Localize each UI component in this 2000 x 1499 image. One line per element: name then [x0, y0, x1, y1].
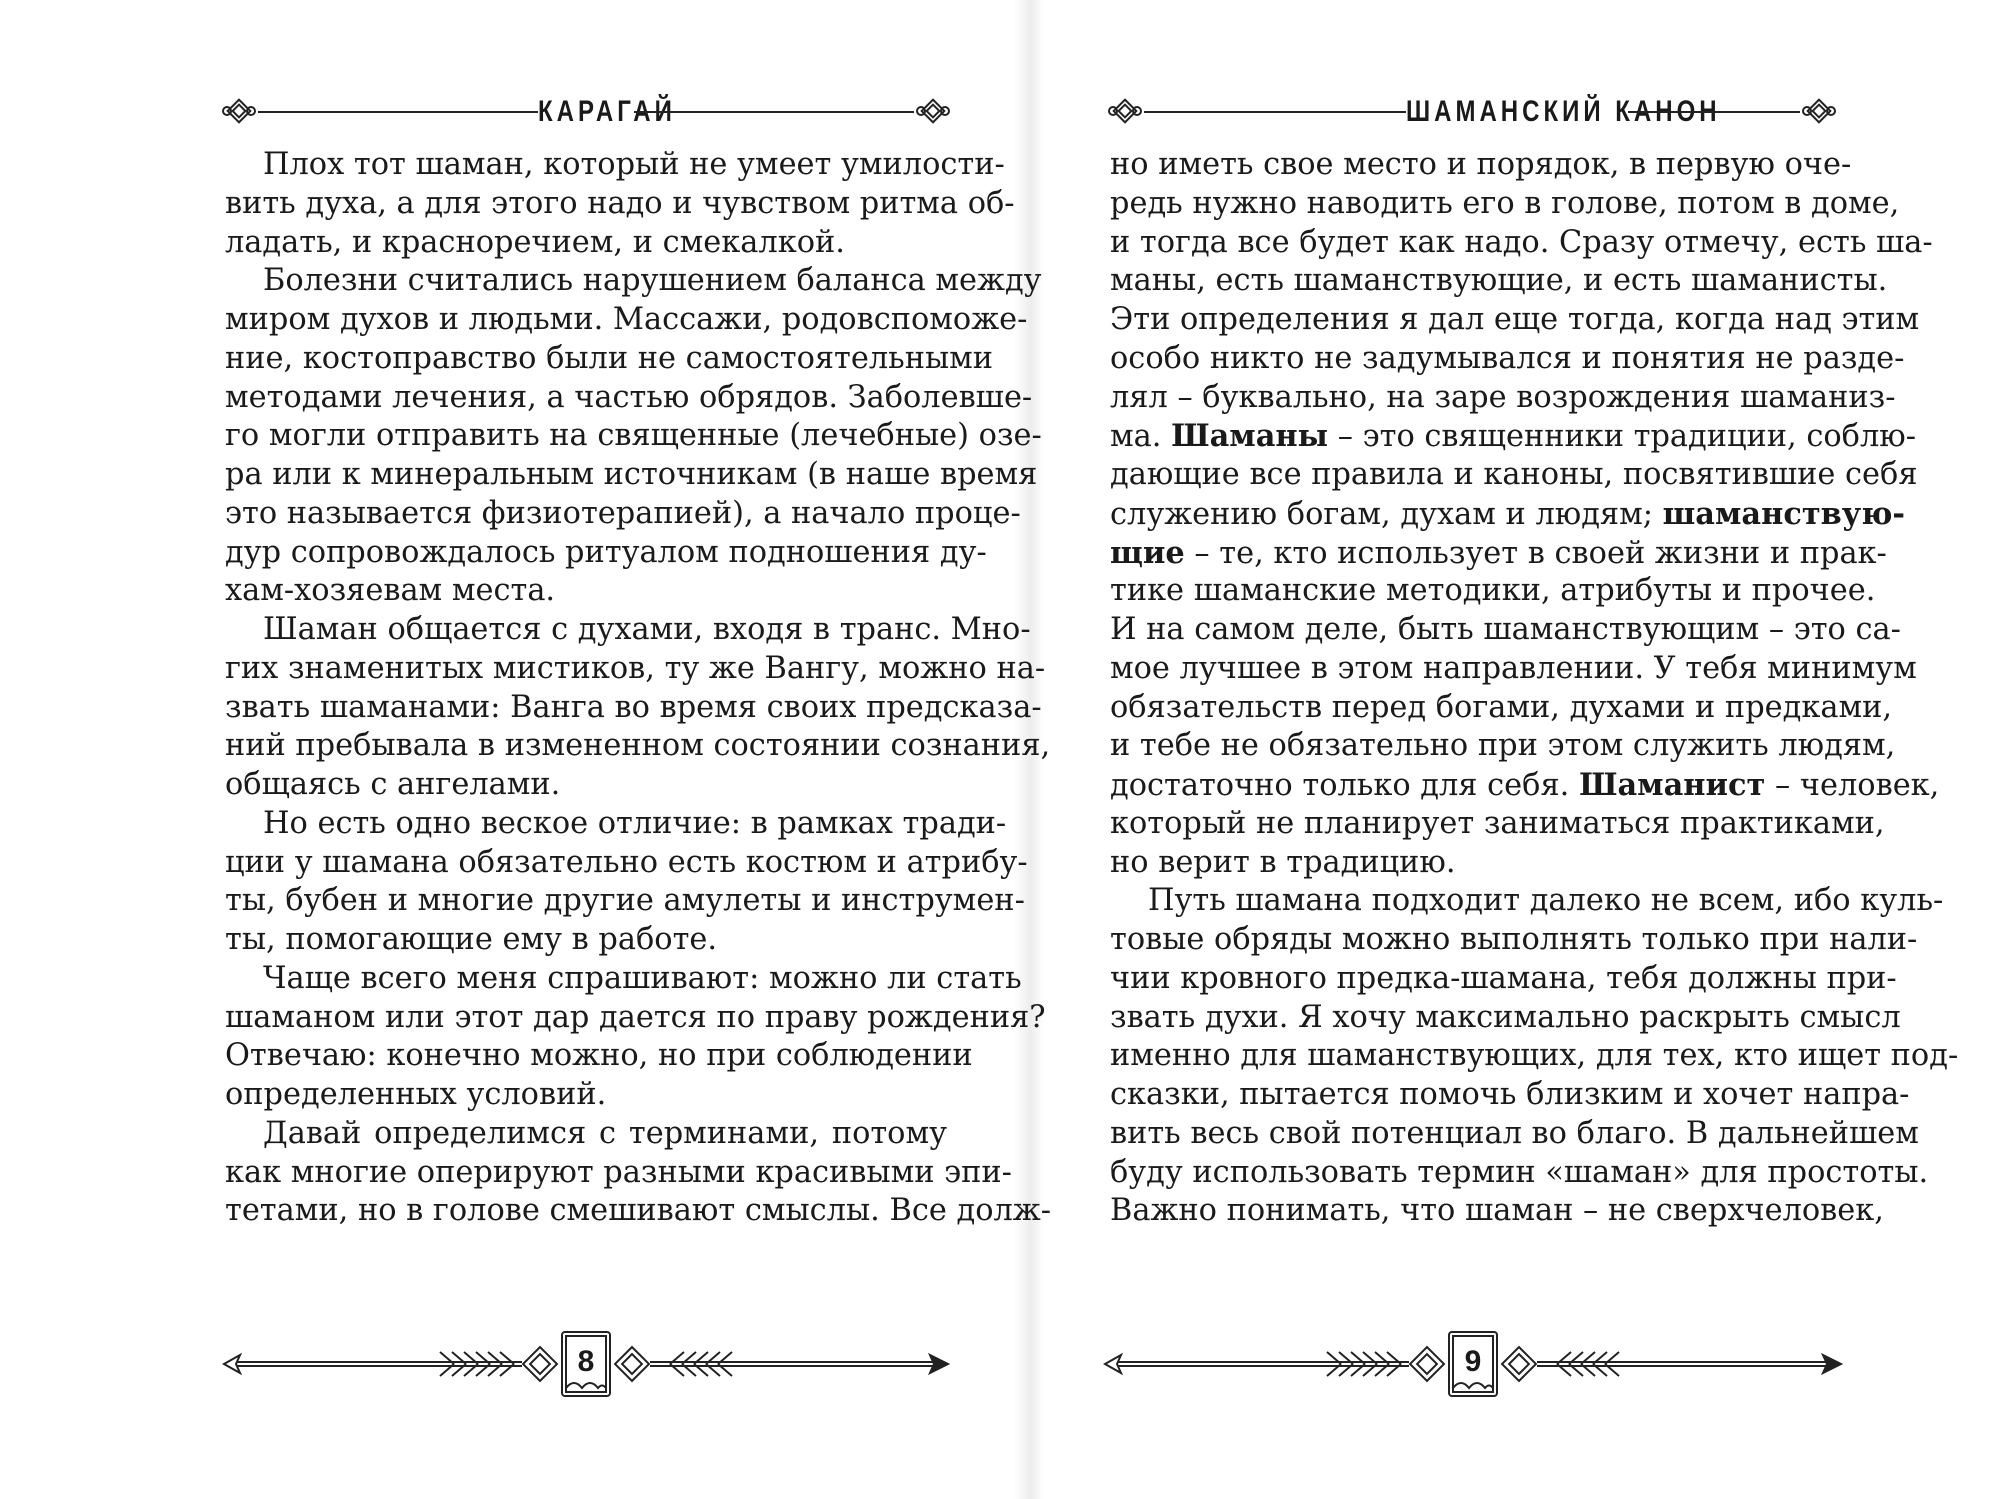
text-run: звать духи. Я хочу максимально раскрыть смысл — [1110, 999, 1901, 1035]
text-line — [1110, 1037, 1959, 1076]
text-line — [225, 882, 1025, 921]
text-line — [1110, 727, 1896, 766]
text-line — [1110, 1076, 1910, 1115]
text-run: общаясь с ангелами. — [225, 767, 561, 802]
header-rule — [634, 111, 914, 113]
text-run: гих знаменитых мистиков, ту же Вангу, можно на- — [225, 650, 1046, 686]
text-run: лял – буквально, на заре возрождения шаманиз- — [1110, 379, 1896, 415]
text-run: Болезни считались нарушением баланса между — [263, 263, 1042, 299]
text-run: ра или к минеральным источникам (в наше время — [225, 457, 1038, 492]
text-line — [225, 340, 994, 379]
text-run: товые обряды можно выполнять только при нали- — [1110, 922, 1918, 957]
text-run: тике шаманские методики, атрибуты и прочее. — [1110, 573, 1876, 609]
text-line — [225, 379, 1033, 418]
header-rule — [1144, 111, 1406, 113]
text-run: Важно понимать, что шаман – не сверхчеловек, — [1110, 1193, 1884, 1229]
text-line — [1110, 146, 1852, 185]
text-line — [1110, 766, 1940, 805]
text-run: Путь шамана подходит далеко не всем, ибо куль- — [1148, 883, 1944, 919]
text-run: ладать, и красноречием, и смекалкой. — [225, 224, 845, 260]
text-line — [225, 1154, 1012, 1193]
text-line — [1110, 844, 1832, 883]
text-run: ний пребывала в измененном состоянии сознания, — [225, 728, 1051, 764]
text-line — [225, 572, 947, 611]
left-body-text — [225, 146, 1052, 1231]
text-run: Эти определения я дал еще тогда, когда над этим — [1110, 302, 1920, 337]
right-footer-ornament — [1103, 1322, 1843, 1402]
text-run: – это священники традиции, соблю- — [1328, 419, 1917, 455]
text-line — [225, 960, 1022, 999]
text-run: служению богам, духам и людям; — [1110, 496, 1663, 532]
bold-term: шаманствую- — [1662, 495, 1906, 532]
text-line — [1110, 882, 1944, 921]
text-line — [1110, 379, 1896, 418]
text-line — [225, 999, 1046, 1038]
text-line — [1110, 456, 1918, 495]
text-line — [1110, 495, 1906, 534]
text-run: дур сопровождалось ритуалом подношения ду- — [225, 534, 987, 570]
text-run: буду использовать термин «шаман» для простоты. — [1110, 1154, 1929, 1190]
bold-term: Шаманист — [1578, 767, 1766, 803]
text-run: достаточно только для себя. — [1110, 768, 1579, 803]
text-line — [1110, 301, 1920, 340]
endless-knot-icon — [1802, 96, 1836, 126]
text-run: ции у шамана обязательно есть костюм и атрибу- — [225, 844, 1028, 880]
right-running-header — [1108, 94, 1836, 130]
endless-knot-icon — [916, 96, 950, 126]
text-line — [225, 224, 947, 263]
bold-term: Шаманы — [1171, 418, 1329, 455]
text-line — [1110, 534, 1887, 573]
text-line — [225, 185, 1015, 224]
text-line — [225, 844, 1028, 883]
text-line — [225, 1115, 947, 1154]
text-run: дающие все правила и каноны, посвятившие себя — [1110, 457, 1918, 492]
text-line — [225, 262, 1042, 301]
text-line — [225, 650, 1046, 689]
text-line — [1110, 650, 1917, 689]
text-line — [1110, 960, 1897, 999]
text-line — [225, 727, 1051, 766]
text-run: редь нужно наводить его в голове, потом в доме, — [1110, 185, 1900, 221]
text-line — [1110, 1154, 1929, 1193]
text-run: ма. — [1110, 419, 1172, 455]
header-rule — [258, 111, 538, 113]
text-line — [225, 495, 1021, 534]
text-run: ты, помогающие ему в работе. — [225, 922, 718, 957]
text-run: который не планирует заниматься практиками, — [1110, 805, 1885, 841]
text-line — [1110, 224, 1933, 263]
text-line — [225, 301, 1028, 340]
text-run: и тогда все будет как надо. Сразу отмечу, есть ша- — [1110, 224, 1933, 260]
text-run: звать шаманами: Ванга во время своих предсказа- — [225, 689, 1042, 725]
text-line — [225, 805, 1007, 844]
text-run: обязательств перед богами, духами и предками, — [1110, 689, 1893, 725]
bold-term: щие — [1110, 534, 1185, 571]
text-line — [225, 1192, 1052, 1231]
text-run: го могли отправить на священные (лечебные) озе- — [225, 418, 1042, 454]
text-line — [225, 417, 1042, 456]
text-run: но верит в традицию. — [1110, 844, 1456, 880]
text-line — [1110, 1115, 1919, 1154]
text-run: это называется физиотерапией), а начало проце- — [225, 495, 1021, 531]
text-run: чии кровного предка-шамана, тебя должны при- — [1110, 960, 1897, 996]
text-line — [225, 689, 1042, 728]
text-run: И на самом деле, быть шаманствующим – это са- — [1110, 612, 1901, 647]
text-run: маны, есть шаманствующие, и есть шаманисты. — [1110, 263, 1888, 299]
text-run: вить духа, а для этого надо и чувством ритма об- — [225, 185, 1015, 221]
text-run: Чаще всего меня спрашивают: можно ли стать — [263, 960, 1022, 996]
right-body-text — [1110, 146, 1959, 1231]
text-run: определенных условий. — [225, 1077, 607, 1112]
text-line — [225, 534, 987, 573]
left-footer-ornament — [222, 1322, 950, 1402]
endless-knot-icon — [1108, 96, 1142, 126]
text-line — [1110, 1192, 1884, 1231]
text-run: как многие оперируют разными красивыми эпи- — [225, 1154, 1012, 1190]
text-line — [225, 611, 1031, 650]
text-run: Отвечаю: конечно можно, но при соблюдении — [225, 1038, 973, 1074]
text-run: сказки, пытается помочь близким и хочет напра- — [1110, 1077, 1910, 1112]
text-run: – те, кто использует в своей жизни и прак- — [1184, 535, 1887, 571]
text-line — [225, 766, 947, 805]
text-run: вить весь свой потенциал во благо. В дальнейшем — [1110, 1115, 1919, 1151]
text-run: особо никто не задумывался и понятия не разде- — [1110, 340, 1905, 376]
text-run: Плох тот шаман, который не умеет умилости- — [263, 147, 1005, 182]
text-run: тетами, но в голове смешивают смыслы. Все долж- — [225, 1193, 1052, 1229]
page-number: 8 — [577, 1345, 595, 1378]
text-line — [1110, 689, 1893, 728]
text-run: но иметь свое место и порядок, в первую оче- — [1110, 147, 1852, 182]
text-line — [1110, 921, 1918, 960]
text-line — [1110, 611, 1901, 650]
text-run: Шаман общается с духами, входя в транс. Мно- — [263, 612, 1031, 647]
text-run: миром духов и людьми. Массажи, родовспоможе- — [225, 302, 1028, 337]
text-line — [1110, 417, 1917, 456]
text-run: и тебе не обязательно при этом служить людям, — [1110, 728, 1896, 764]
header-rule — [1628, 111, 1800, 113]
text-run: Но есть одно веское отличие: в рамках тради- — [263, 805, 1007, 841]
text-line — [1110, 999, 1901, 1038]
text-line — [225, 1037, 973, 1076]
text-run: мое лучшее в этом направлении. У тебя минимум — [1110, 650, 1917, 686]
text-line — [225, 146, 1005, 185]
text-run: Давай определимся с терминами, потому — [263, 1115, 947, 1151]
text-line — [225, 456, 1038, 495]
endless-knot-icon — [222, 96, 256, 126]
text-line — [225, 921, 947, 960]
text-run: ние, костоправство были не самостоятельными — [225, 340, 994, 376]
text-run: именно для шаманствующих, для тех, кто ищет под- — [1110, 1038, 1959, 1074]
text-line — [1110, 572, 1876, 611]
text-line — [1110, 340, 1905, 379]
text-line — [225, 1076, 947, 1115]
running-header-title: ШАМАНСКИЙ КАНОН — [1406, 94, 1721, 129]
text-run: методами лечения, а частью обрядов. Заболевше- — [225, 379, 1033, 415]
page-number: 9 — [1464, 1345, 1482, 1378]
text-run: ты, бубен и многие другие амулеты и инструмен- — [225, 883, 1025, 919]
left-running-header — [222, 94, 950, 130]
running-header-title: КАРАГАЙ — [538, 94, 676, 129]
right-page — [1040, 0, 2000, 1499]
text-line — [1110, 262, 1888, 301]
text-run: – человек, — [1765, 768, 1940, 803]
text-run: шаманом или этот дар дается по праву рождения? — [225, 999, 1046, 1035]
text-line — [1110, 185, 1900, 224]
text-line — [1110, 805, 1885, 844]
text-run: хам-хозяевам места. — [225, 573, 556, 609]
